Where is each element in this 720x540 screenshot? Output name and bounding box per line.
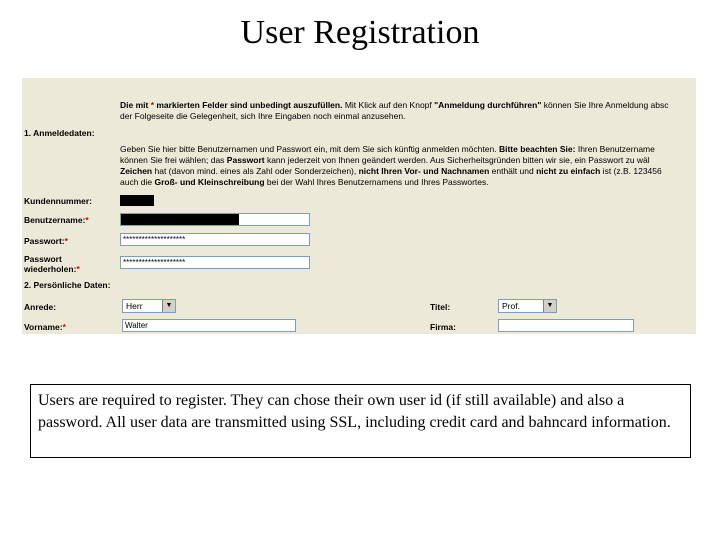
section-persoenliche-daten: 2. Persönliche Daten:: [24, 280, 111, 290]
firma-input[interactable]: [498, 319, 634, 332]
vorname-input[interactable]: Walter: [122, 319, 296, 332]
firma-label: Firma:: [430, 322, 456, 332]
section-anmeldedaten: 1. Anmeldedaten:: [24, 128, 95, 138]
desc-line-2: können Sie frei wählen; das Passwort kann jederzeit von Ihnen geändert werden. Aus Sicherheitsgründen bitten wir sie, ein Passwort zu wäl: [120, 155, 650, 165]
anrede-label: Anrede:: [24, 302, 57, 312]
slide-caption: Users are required to register. They can chose their own user id (if still available) and also a password. All user data are transmitted using SSL, including credit card and bahncard information.: [30, 384, 691, 458]
titel-label: Titel:: [430, 302, 451, 312]
chevron-down-icon[interactable]: ▼: [543, 300, 556, 312]
required-star: *: [150, 100, 155, 110]
desc-line-1: Geben Sie hier bitte Benutzernamen und Passwort ein, mit dem Sie sich künftig anmelden möchten. Bitte beachten Sie: Ihren Benutzername: [120, 144, 655, 154]
passwort-label: Passwort:*: [24, 236, 68, 246]
anrede-select[interactable]: Herr ▼: [122, 299, 176, 313]
desc-line-3: Zeichen hat (davon mind. eines als Zahl oder Sonderzeichen), nicht Ihren Vor- und Nachnamen enthält und nicht zu einfach ist (z.B. 123456: [120, 166, 662, 176]
kundennummer-label: Kundennummer:: [24, 196, 92, 206]
benutzername-redacted-value: [121, 214, 239, 225]
slide-title: User Registration: [240, 14, 480, 51]
benutzername-label: Benutzername:*: [24, 215, 89, 225]
intro-line-2: der Folgeseite die Gelegenheit, sich Ihre Eingaben noch einmal anzusehen.: [120, 111, 406, 121]
vorname-label: Vorname:*: [24, 322, 66, 332]
passwort-wiederholen-label: Passwort wiederholen:*: [24, 254, 80, 274]
passwort-input[interactable]: ********************: [120, 233, 310, 246]
kundennummer-redacted-value: [120, 195, 154, 206]
desc-line-4: auch die Groß- und Kleinschreibung bei der Wahl Ihres Benutzernamens und Ihres Passwortes.: [120, 177, 489, 187]
chevron-down-icon[interactable]: ▼: [162, 300, 175, 312]
intro-line-1: Die mit * markierten Felder sind unbedingt auszufüllen. Mit Klick auf den Knopf "Anmeldung durchführen" können Sie Ihre Anmeldung absc: [120, 100, 669, 110]
titel-select[interactable]: Prof. ▼: [498, 299, 557, 313]
registration-form-screenshot: [22, 78, 696, 334]
passwort-wiederholen-input[interactable]: ********************: [120, 256, 310, 269]
